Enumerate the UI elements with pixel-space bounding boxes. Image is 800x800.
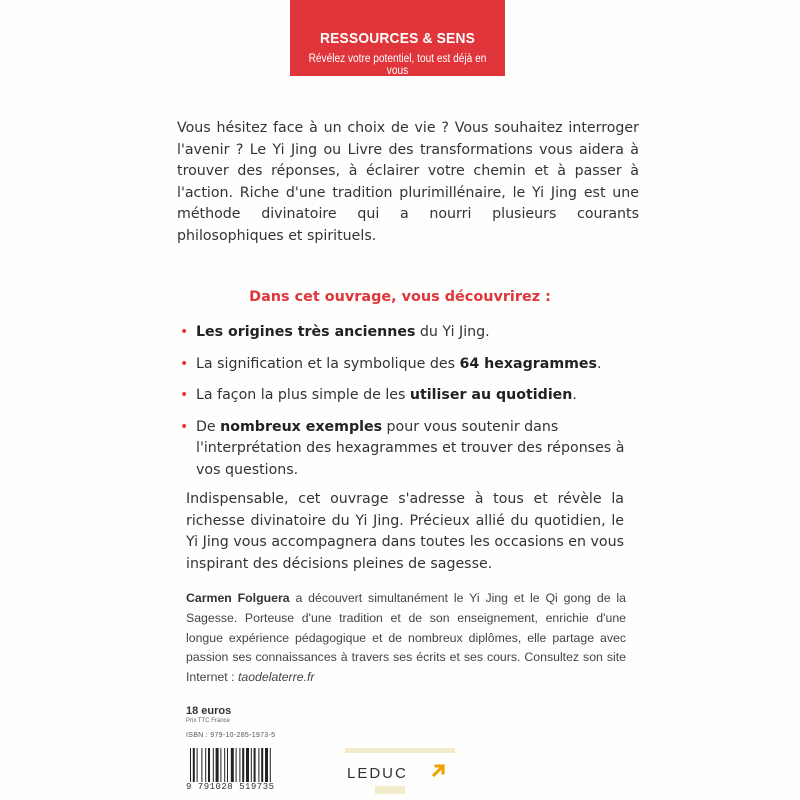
barcode-bar (236, 748, 237, 784)
faded-strip (345, 748, 455, 753)
barcode-bar (190, 748, 191, 784)
barcode-bar (224, 748, 225, 784)
bullet-text: . (597, 355, 602, 372)
bullet-icon: • (180, 324, 189, 340)
barcode-bar (216, 748, 219, 784)
bullet-text: . (572, 387, 577, 404)
barcode-bar (254, 748, 256, 784)
bullet-text: La signification et la symbolique des (196, 355, 460, 372)
barcode-bar (193, 748, 195, 784)
barcode-bar (208, 748, 210, 784)
bullet-icon: • (180, 418, 189, 435)
bullet-text: pour vous soutenir dans l'interprétation des hexagrammes et trouver des réponses à vos questions. (196, 418, 625, 478)
isbn: ISBN : 979-10-285-1973-5 (186, 732, 276, 739)
bullet-icon: • (180, 387, 189, 404)
barcode-bar (270, 748, 271, 784)
barcode-bar (265, 748, 268, 784)
bullet-text: De (196, 418, 221, 435)
barcode-bar (239, 748, 240, 784)
bullet-text: du Yi Jing. (415, 324, 490, 340)
barcode-bar (213, 748, 214, 784)
barcode-bar (246, 748, 249, 784)
barcode-bar (242, 748, 244, 784)
author-website: taodelaterre.fr (237, 670, 315, 685)
series-title: RESSOURCES & SENS (320, 30, 475, 47)
publisher-logo: LEDUC (347, 765, 408, 782)
bio-text: a découvert simultanément le Yi Jing et le Qi gong de la Sagesse. Porteuse d'une tradition et de son enseignement, enrichie d'une longue expérience pédagogique et de nombreux diplômes, elle partage avec passion ses connaissances à travers ses écrits et ses cours. Consultez son site Internet : (186, 591, 626, 685)
bullet-text: La façon la plus simple de les (196, 387, 410, 404)
list-item (180, 417, 640, 482)
barcode-number: 9 791028 519735 (186, 782, 296, 792)
bullet-icon: • (180, 355, 189, 372)
price-block (186, 705, 386, 739)
barcode-bar (197, 748, 198, 784)
barcode-bar (231, 748, 234, 784)
barcode-bar (227, 748, 228, 784)
price: 18 euros (186, 705, 232, 717)
bullet-bold: Les origines très anciennes (196, 324, 416, 340)
discover-list (180, 322, 640, 492)
discover-heading: Dans cet ouvrage, vous découvrirez : (249, 289, 551, 305)
closing-paragraph: Indispensable, cet ouvrage s'adresse à tous et révèle la richesse divinatoire du Yi Jing. Précieux allié du quotidien, le Yi Jing vous accompagnera dans toutes les occasions en vous inspirant des décisions pleines de sagesse. (186, 491, 624, 572)
author-name: Carmen Folguera (186, 591, 290, 605)
list-item (180, 322, 640, 344)
barcode-bar (205, 748, 206, 784)
author-bio (186, 589, 626, 688)
bullet-bold: 64 hexagrammes (459, 355, 597, 372)
price-note: Prix TTC France (186, 718, 230, 724)
barcode-bar (201, 748, 202, 784)
bullet-bold: utiliser au quotidien (409, 387, 573, 404)
intro-paragraph: Vous hésitez face à un choix de vie ? Vous souhaitez interroger l'avenir ? Le Yi Jing ou Livre des transformations vous aidera à trouver des réponses, à éclairer votre chemin et à passer à l'action. Riche d'une tradition plurimillénaire, le Yi Jing est une méthode divinatoire qui a nourri plusieurs courants philosophiques et spirituels. (177, 120, 639, 244)
barcode-bar (251, 748, 252, 784)
arrow-icon (431, 762, 447, 778)
barcode-bar (220, 748, 221, 784)
series-banner (290, 0, 505, 76)
barcode-bar (258, 748, 259, 784)
faded-strip (375, 786, 405, 794)
series-tagline: Révélez votre potentiel, tout est déjà en vous (308, 53, 487, 77)
barcode-bar (261, 748, 263, 784)
bullet-bold: nombreux exemples (220, 418, 383, 435)
list-item (180, 385, 640, 407)
list-item (180, 354, 640, 376)
